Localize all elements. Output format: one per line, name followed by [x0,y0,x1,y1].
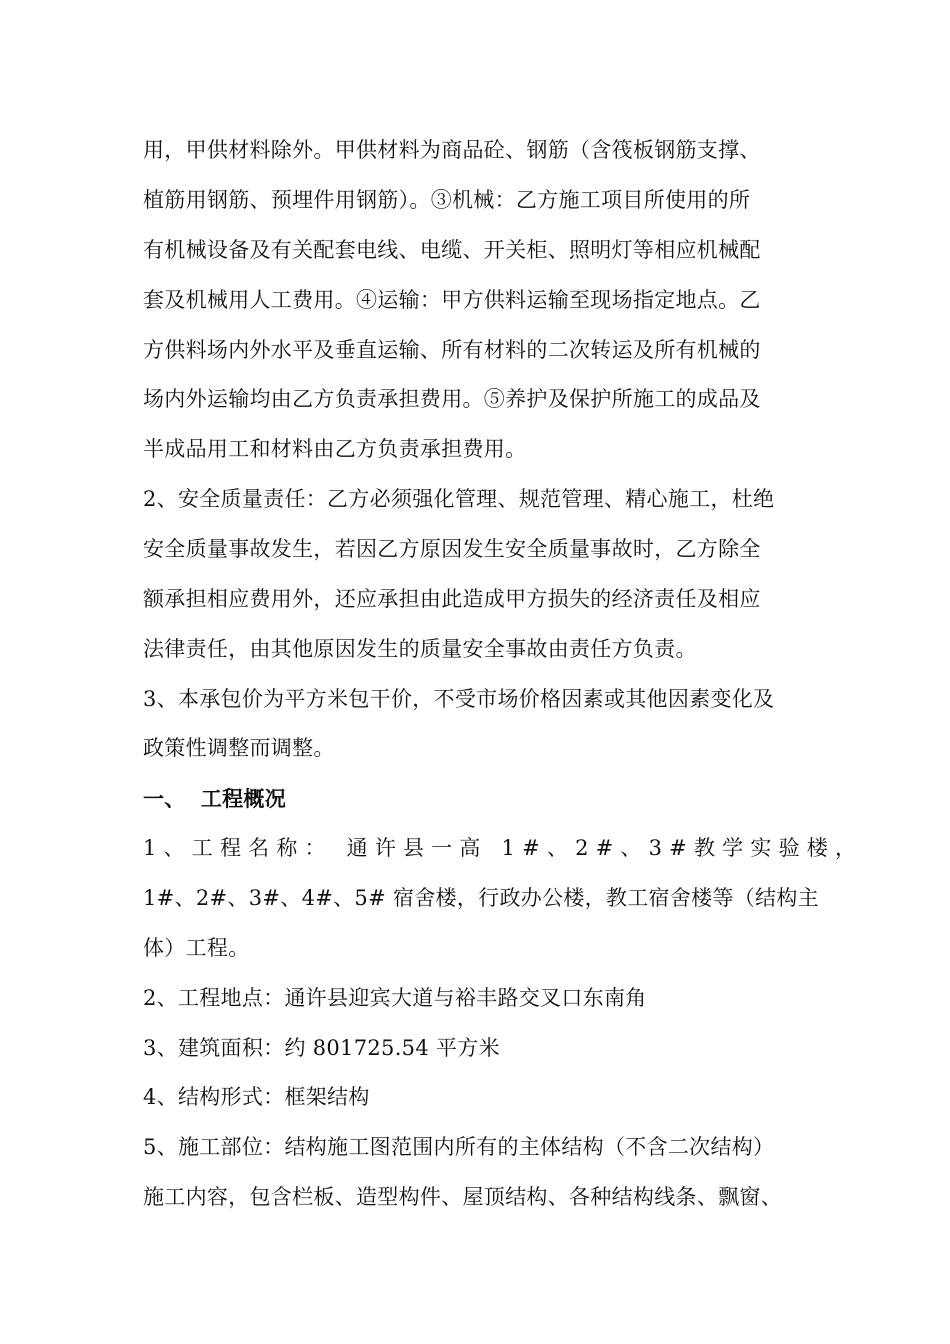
paragraph-line: 1#、2#、3#、4#、5# 宿舍楼，行政办公楼，教工宿舍楼等（结构主 [143,886,819,910]
paragraph-line: 施工内容，包含栏板、造型构件、屋顶结构、各种结构线条、飘窗、 [143,1185,782,1209]
paragraph-line: 3、本承包价为平方米包干价，不受市场价格因素或其他因素变化及 [143,687,775,711]
paragraph-line: 半成品用工和材料由乙方负责承担费用。 [143,437,527,461]
paragraph-line: 额承担相应费用外，还应承担由此造成甲方损失的经济责任及相应 [143,587,761,611]
paragraph-line: 方供料场内外水平及垂直运输、所有材料的二次转运及所有机械的 [143,338,761,362]
paragraph-line: 2、安全质量责任：乙方必须强化管理、规范管理、精心施工，杜绝 [143,487,775,511]
paragraph-line: 2、工程地点：通许县迎宾大道与裕丰路交叉口东南角 [143,986,647,1010]
paragraph-line: 场内外运输均由乙方负责承担费用。⑤养护及保护所施工的成品及 [143,387,761,411]
paragraph-line: 用，甲供材料除外。甲供材料为商品砼、钢筋（含筏板钢筋支撑、 [143,138,761,162]
paragraph-line: 5、施工部位：结构施工图范围内所有的主体结构（不含二次结构） [143,1135,775,1159]
paragraph-line: 安全质量事故发生，若因乙方原因发生安全质量事故时，乙方除全 [143,537,761,561]
paragraph-line: 政策性调整而调整。 [143,736,335,760]
paragraph-line: 1、工程名称： 通许县一高 1#、2#、3#教学实验楼， [143,836,864,860]
paragraph-line: 有机械设备及有关配套电线、电缆、开关柜、照明灯等相应机械配 [143,238,761,262]
paragraph-line: 套及机械用人工费用。④运输：甲方供料运输至现场指定地点。乙 [143,288,761,312]
paragraph-line: 3、建筑面积：约 801725.54 平方米 [143,1036,500,1060]
paragraph-line: 4、结构形式：框架结构 [143,1085,370,1109]
section-heading: 一、 工程概况 [143,787,287,811]
paragraph-line: 体）工程。 [143,936,250,960]
paragraph-line: 法律责任，由其他原因发生的质量安全事故由责任方负责。 [143,637,697,661]
paragraph-line: 植筋用钢筋、预埋件用钢筋）。③机械：乙方施工项目所使用的所 [143,188,751,212]
